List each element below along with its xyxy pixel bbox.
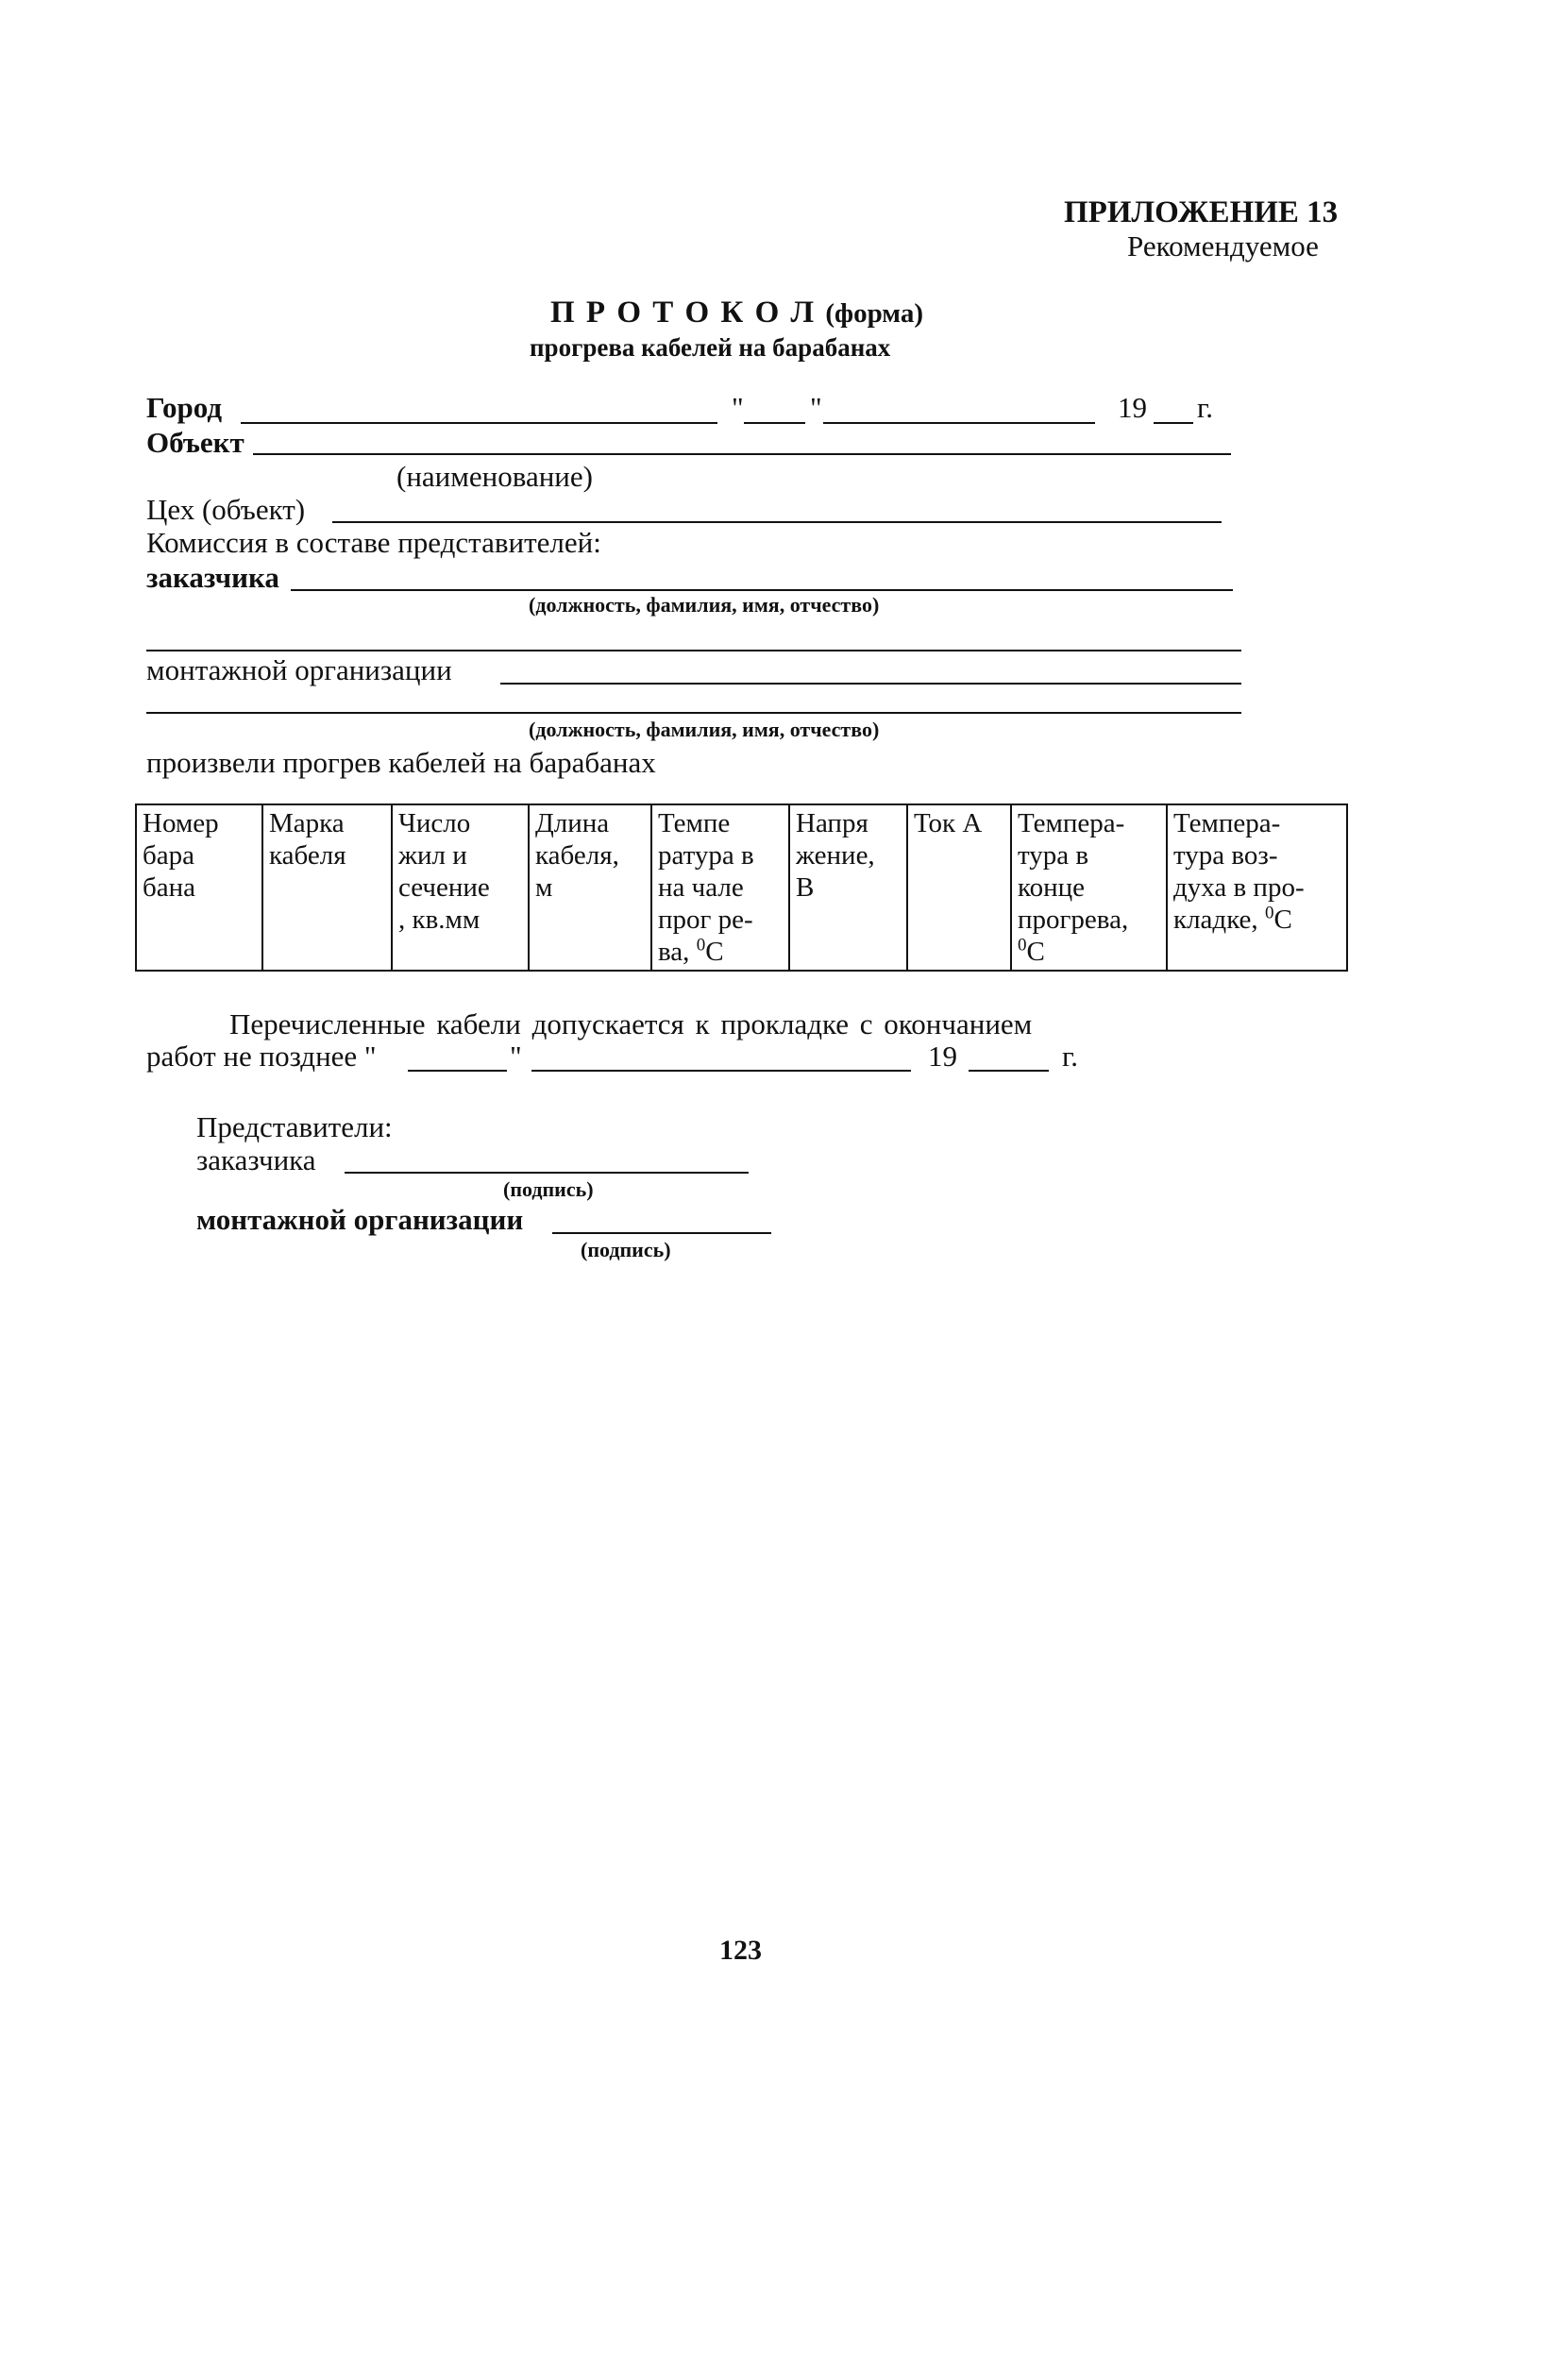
appendix-title: ПРИЛОЖЕНИЕ 13 — [1064, 195, 1339, 229]
conclusion-line1: Перечисленные кабели допускается к прокладке с окончанием — [229, 1007, 1033, 1040]
column-label: Ток А — [914, 808, 983, 838]
signatures-heading: Представители: — [196, 1110, 393, 1143]
signature-customer-hint: (подпись) — [503, 1177, 594, 1201]
signature-customer-field[interactable] — [345, 1172, 749, 1174]
degree-sup: 0 — [1264, 903, 1274, 923]
customer-field[interactable] — [291, 589, 1233, 591]
workshop-label: Цех (объект) — [146, 493, 306, 526]
customer-extra-line[interactable] — [146, 650, 1241, 651]
deadline-month-field[interactable] — [531, 1070, 911, 1072]
city-field[interactable] — [241, 422, 717, 424]
column-drum-number — [136, 804, 262, 971]
date-year-suffix: г. — [1197, 391, 1213, 424]
date-quote-close: " — [810, 391, 822, 424]
protocol-subtitle: прогрева кабелей на барабанах — [530, 333, 891, 362]
column-voltage — [789, 804, 907, 971]
page-number: 123 — [719, 1935, 762, 1966]
conclusion-year-prefix: 19 — [928, 1040, 957, 1073]
column-label: Номер бара бана — [143, 808, 219, 903]
date-year-prefix: 19 — [1118, 391, 1147, 424]
column-label: Темпе ратура в на чале прог ре- ва, — [658, 808, 754, 967]
table-header-row — [136, 804, 1347, 971]
installer-hint: (должность, фамилия, имя, отчество) — [529, 718, 880, 741]
customer-label: заказчика — [146, 561, 279, 594]
column-cable-brand — [262, 804, 392, 971]
commission-label: Комиссия в составе представителей: — [146, 526, 601, 559]
date-day-field[interactable] — [744, 422, 805, 424]
column-label: Марка кабеля — [269, 808, 346, 871]
performed-text: произвели прогрев кабелей на барабанах — [146, 746, 656, 779]
protocol-form-label: (форма) — [825, 298, 923, 329]
conclusion-line2-quote: " — [510, 1040, 522, 1073]
degree-sup: 0 — [1018, 935, 1027, 956]
installer-field[interactable] — [500, 683, 1241, 685]
deadline-day-field[interactable] — [408, 1070, 507, 1072]
protocol-title-text: П Р О Т О К О Л — [550, 296, 817, 330]
installer-extra-line[interactable] — [146, 712, 1241, 714]
conclusion-year-suffix: г. — [1062, 1040, 1078, 1073]
installer-label: монтажной организации — [146, 653, 452, 686]
column-air-temperature — [1167, 804, 1347, 971]
protocol-title — [550, 295, 923, 331]
column-cores-section — [392, 804, 529, 971]
signature-customer-label: заказчика — [196, 1143, 316, 1176]
object-label: Объект — [146, 426, 244, 459]
column-label: Темпера- тура воз- духа в про- кладке, — [1173, 808, 1305, 935]
date-quote-open: " — [732, 391, 744, 424]
column-label: Напря жение, В — [796, 808, 875, 903]
column-label: Темпера- тура в конце прогрева, — [1018, 808, 1129, 935]
degree-sup: 0 — [696, 935, 706, 956]
deadline-year-field[interactable] — [969, 1070, 1049, 1072]
column-end-temperature — [1011, 804, 1167, 971]
conclusion-line2-prefix: работ не позднее " — [146, 1040, 377, 1073]
object-field[interactable] — [253, 453, 1231, 455]
object-hint: (наименование) — [396, 460, 593, 493]
date-year-field[interactable] — [1154, 422, 1193, 424]
column-cable-length — [529, 804, 651, 971]
column-label: Число жил и сечение , кв.мм — [398, 808, 490, 935]
workshop-field[interactable] — [332, 521, 1222, 523]
unit-label: С — [705, 937, 724, 967]
city-label: Город — [146, 391, 223, 424]
unit-label: С — [1273, 905, 1292, 935]
appendix-subtitle: Рекомендуемое — [1127, 229, 1319, 262]
signature-installer-hint: (подпись) — [581, 1238, 671, 1261]
column-label: Длина кабеля, м — [535, 808, 619, 903]
column-current — [907, 804, 1011, 971]
cable-heating-table — [135, 803, 1348, 972]
column-start-temperature — [651, 804, 789, 971]
unit-label: С — [1026, 937, 1045, 967]
customer-hint: (должность, фамилия, имя, отчество) — [529, 593, 880, 617]
signature-installer-label: монтажной организации — [196, 1203, 524, 1236]
signature-installer-field[interactable] — [552, 1232, 771, 1234]
date-month-field[interactable] — [823, 422, 1095, 424]
